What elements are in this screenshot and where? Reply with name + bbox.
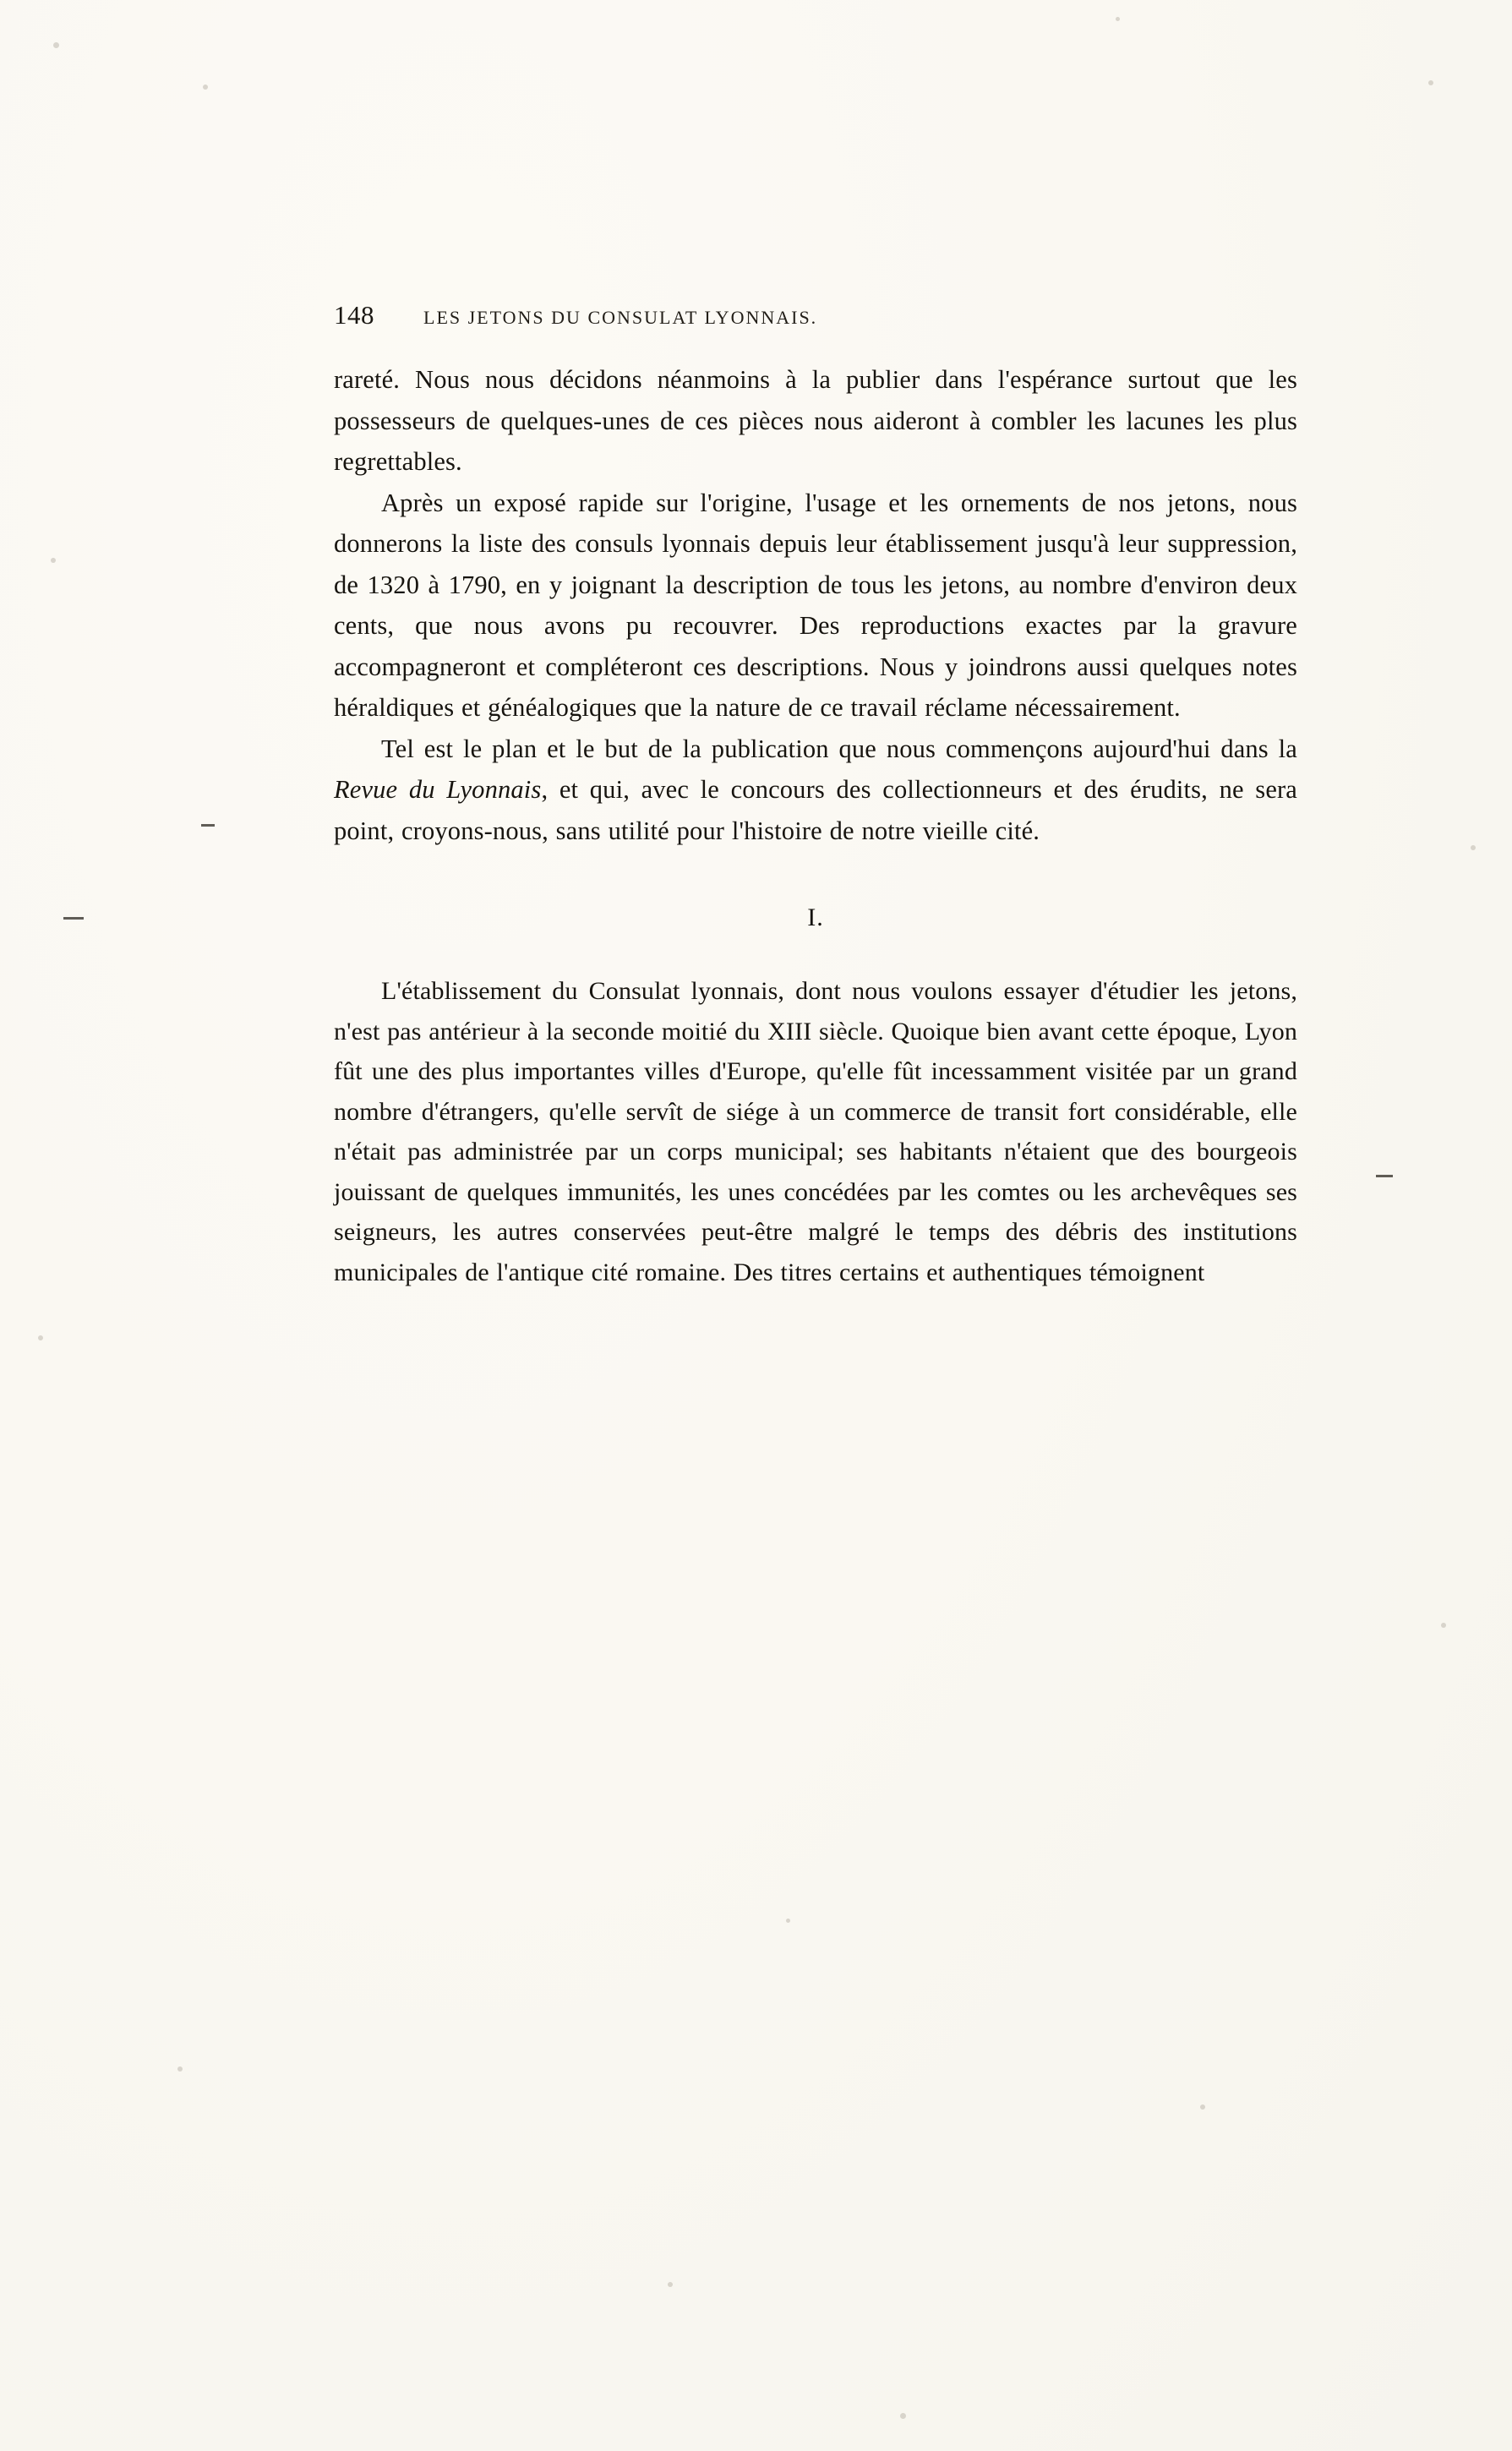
scan-speck	[1471, 845, 1476, 850]
paragraph-1-text: Nous nous décidons néanmoins à la publier dans l'espérance surtout que les possesseurs de quelques-unes de ces pièces nous aideront à combler les lacunes les plus regrettables.	[334, 365, 1297, 476]
paragraph-4: L'établissement du Consulat lyonnais, dont nous voulons essayer d'étudier les jetons, n'est pas antérieur à la seconde moitié du XIII siècle. Quoique bien avant cette époque, Lyon fût une des plus importantes villes d'Europe, qu'elle fût incessamment visitée par un grand nombre d'étrangers, qu'elle servît de siége à un commerce de transit fort considérable, elle n'était pas administrée par un corps municipal; ses habitants n'étaient que des bourgeois jouissant de quelques immunités, les unes concédées par les comtes ou les archevêques ses seigneurs, les autres conservées peut-être malgré le temps des débris des institutions municipales de l'antique cité romaine. Des titres certains et authentiques témoignent	[334, 977, 1297, 1286]
margin-mark	[63, 917, 84, 920]
scan-speck	[1200, 2104, 1205, 2110]
scan-speck	[668, 2282, 673, 2287]
scan-speck	[177, 2066, 183, 2072]
scan-speck	[51, 558, 56, 563]
folio-number: 148	[334, 300, 374, 330]
running-head: LES JETONS DU CONSULAT LYONNAIS.	[423, 306, 818, 329]
scan-speck	[1441, 1623, 1446, 1628]
paragraph-3-part-1: Tel est le plan et le but de la publication que nous commençons aujourd'hui dans la	[381, 734, 1297, 763]
margin-mark	[1376, 1175, 1393, 1177]
scan-speck	[38, 1335, 43, 1340]
scan-speck	[1116, 17, 1120, 21]
scan-speck	[900, 2413, 906, 2419]
text-column	[334, 300, 1297, 1292]
paragraph-3	[334, 729, 1297, 852]
paragraph-1-lead: rareté.	[334, 365, 401, 394]
section-body	[334, 971, 1297, 1292]
scan-speck	[203, 85, 208, 90]
publication-title: Revue du Lyonnais	[334, 775, 542, 804]
scan-speck	[1428, 80, 1433, 85]
paragraph-1	[334, 359, 1297, 483]
page-header	[334, 300, 1297, 330]
scan-speck	[53, 42, 59, 48]
paragraph-2: Après un exposé rapide sur l'origine, l'usage et les ornements de nos jetons, nous donnerons la liste des consuls lyonnais depuis leur établissement jusqu'à leur suppression, de 1320 à 1790, en y joignant la description de tous les jetons, au nombre d'environ deux cents, que nous avons pu recouvrer. Des reproductions exactes par la gravure accompagneront et compléteront ces descriptions. Nous y joindrons aussi quelques notes héraldiques et généalogiques que la nature de ce travail réclame nécessairement.	[334, 488, 1297, 722]
margin-mark	[201, 824, 215, 827]
paragraph-3-part-2: , et qui, avec le concours des collectionneurs et des érudits, ne sera point, croyons-nous, sans utilité pour l'histoire de notre vieille cité.	[334, 775, 1297, 845]
scan-speck	[786, 1919, 790, 1923]
section-number: I.	[807, 903, 824, 931]
